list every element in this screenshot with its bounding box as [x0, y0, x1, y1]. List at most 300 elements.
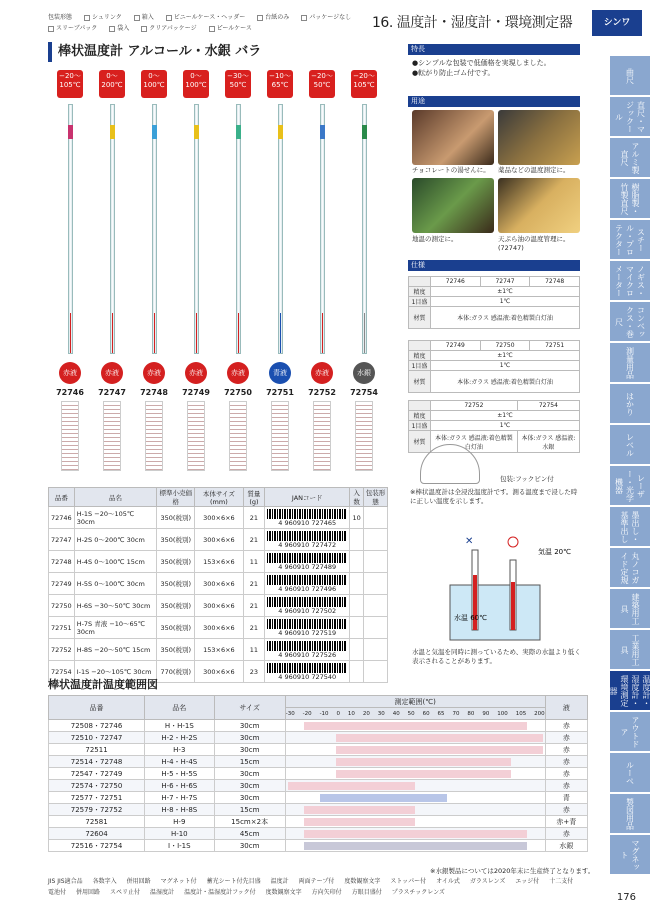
color-cap	[320, 125, 325, 139]
column-header: 包装形態	[364, 488, 388, 507]
table-cell	[265, 529, 350, 551]
usage-caption: 薬品などの温度測定に。	[498, 166, 570, 174]
liquid-column	[196, 313, 197, 353]
spec-model: 72752	[431, 401, 518, 411]
tick-label: 105	[515, 710, 527, 717]
column-header: 品名	[145, 696, 215, 720]
table-cell	[265, 551, 350, 573]
spec-model: 72750	[480, 341, 530, 351]
range-badge: −20〜105℃	[351, 70, 377, 98]
spec-table	[408, 340, 580, 393]
icon-legend-item: JIS JIS適合品	[48, 878, 83, 885]
table-cell: H-8S −20〜50℃ 15cm	[74, 639, 157, 661]
range-badge: −10〜65℃	[267, 70, 293, 98]
sidebar-tab[interactable]: ルーペ	[610, 753, 650, 793]
jan-code: 4 960910 727540	[278, 672, 337, 681]
spec-value: 本体:ガラス 感温液:着色精製白灯油	[431, 307, 580, 329]
product-name: H-6・H-6S	[145, 780, 215, 792]
icon-legend-item: 度数観察文字	[344, 878, 381, 885]
scale-closeup	[103, 401, 121, 471]
legend-item: ビニールケース・ヘッダー	[166, 12, 245, 23]
table-row	[49, 595, 388, 617]
icon-legend-item: 各数字入	[92, 878, 117, 885]
range-bar	[304, 818, 416, 826]
product-name: H-7・H-7S	[145, 792, 215, 804]
spec-model: 72746	[431, 277, 481, 287]
size: 30cm	[214, 744, 285, 756]
icon-legend-item: 蓄光シート付先目盛	[206, 878, 261, 885]
jan-code: 4 960910 727526	[278, 650, 337, 659]
icon-legend-item: エッジ付	[515, 878, 540, 885]
tick-label: 10	[347, 710, 355, 717]
barcode	[267, 575, 347, 585]
footnote: ※水銀製品については2020年末に生産終了となります。	[430, 867, 595, 875]
table-cell: H-6S −30〜50℃ 30cm	[74, 595, 157, 617]
table-row	[49, 507, 388, 529]
spec-model: 72748	[530, 277, 580, 287]
table-cell: 21	[243, 595, 265, 617]
sidebar-tab[interactable]: 工業用工具	[610, 630, 650, 670]
table-cell: 350(税別)	[157, 617, 195, 639]
scale-closeup	[313, 401, 331, 471]
product-name: H-4・H-4S	[145, 756, 215, 768]
package-icon	[364, 529, 388, 551]
barcode	[267, 597, 347, 607]
table-row	[49, 804, 588, 816]
legend-swatch	[48, 26, 54, 32]
sidebar-tab[interactable]: 建築用工具	[610, 589, 650, 629]
spec-row	[409, 307, 580, 329]
barcode	[267, 531, 347, 541]
icon-legend-item: マグネット付	[160, 878, 197, 885]
spec-label: 精度	[409, 411, 431, 421]
barcode	[267, 663, 347, 673]
tick-label: 60	[422, 710, 430, 717]
legend-item: 箱入	[134, 12, 154, 23]
range-bar	[304, 842, 527, 850]
model-number: 72749	[182, 388, 210, 397]
part-number: 72579・72752	[49, 804, 145, 816]
page-number: 176	[616, 892, 636, 903]
icon-legend-item: スペリ止付	[110, 889, 141, 896]
table-cell: 300×6×6	[195, 529, 243, 551]
package-icon	[364, 661, 388, 683]
table-cell: 72748	[49, 551, 75, 573]
table-cell	[265, 573, 350, 595]
table-cell	[265, 661, 350, 683]
range-cell	[285, 720, 545, 732]
feature-item: ●転がり防止ゴム付です。	[412, 69, 495, 77]
part-number: 72577・72751	[49, 792, 145, 804]
table-row	[49, 732, 588, 744]
range-badge: 0〜200℃	[99, 70, 125, 98]
spec-row	[409, 361, 580, 371]
liquid-type: 赤+青	[545, 816, 587, 828]
legend-item: スリーブパック	[48, 23, 97, 34]
range-badge: −20〜105℃	[57, 70, 83, 98]
sidebar-tab[interactable]: 墨出し・基準出し	[610, 507, 650, 547]
liquid-type: 赤	[545, 780, 587, 792]
tick-label: -10	[319, 710, 329, 717]
jan-code: 4 960910 727472	[278, 540, 337, 549]
diagram-note: 水温と気温を同時に測っているため、実際の水温より低く表示されることがあります。	[412, 648, 581, 665]
icon-legend-item: 温湿度計	[150, 889, 175, 896]
liquid-badge: 水銀	[353, 362, 375, 384]
scale-closeup	[271, 401, 289, 471]
table-cell	[265, 595, 350, 617]
table-row	[49, 617, 388, 639]
legend-swatch	[257, 15, 263, 21]
usage-caption: 地温の測定に。	[412, 235, 458, 243]
model-number: 72746	[56, 388, 84, 397]
jan-code: 4 960910 727489	[278, 562, 337, 571]
tick-label: 100	[497, 710, 508, 717]
liquid-type: 青	[545, 792, 587, 804]
sidebar-tab[interactable]: アウトドア	[610, 712, 650, 752]
table-row	[49, 828, 588, 840]
range-cell	[285, 756, 545, 768]
column-header: サイズ	[214, 696, 285, 720]
range-chart-title: 棒状温度計温度範囲図	[48, 678, 158, 691]
part-number: 72547・72749	[49, 768, 145, 780]
usage-heading: 用途	[408, 96, 580, 107]
tick-label: 80	[467, 710, 475, 717]
column-header: 品番	[49, 488, 75, 507]
package-icon	[364, 595, 388, 617]
legend-item: ピールケース	[209, 23, 252, 34]
size: 30cm	[214, 768, 285, 780]
range-bar	[336, 734, 543, 742]
table-cell: 21	[243, 573, 265, 595]
spec-row	[409, 287, 580, 297]
size: 15cm	[214, 804, 285, 816]
range-badge: −30〜50℃	[225, 70, 251, 98]
table-cell: 72746	[49, 507, 75, 529]
legend-swatch	[134, 15, 140, 21]
product-name: H・H-1S	[145, 720, 215, 732]
spec-value: 本体:ガラス 感温液:着色精製白灯油	[431, 431, 518, 453]
table-cell	[350, 529, 364, 551]
sidebar-tab[interactable]: 温度計・湿度計・環境測定器	[610, 671, 650, 711]
range-cell	[285, 840, 545, 852]
scale-closeup	[61, 401, 79, 471]
range-cell	[285, 780, 545, 792]
model-number: 72751	[266, 388, 294, 397]
spec-label: 材質	[409, 307, 431, 329]
package-note: 包装:フックピン付	[500, 475, 554, 483]
liquid-badge: 赤液	[143, 362, 165, 384]
part-number: 72508・72746	[49, 720, 145, 732]
size: 45cm	[214, 828, 285, 840]
barcode	[267, 509, 347, 519]
column-header: JANコード	[265, 488, 350, 507]
product-name: H-5・H-5S	[145, 768, 215, 780]
model-number: 72750	[224, 388, 252, 397]
icon-legend-item: オイル式	[436, 878, 460, 885]
sidebar-tab[interactable]: アルミ製直尺	[610, 138, 650, 178]
range-cell	[285, 744, 545, 756]
sidebar-tab[interactable]: ノギス・マイクロメーター	[610, 261, 650, 301]
table-row	[49, 573, 388, 595]
range-bar	[336, 758, 511, 766]
thermometer-72749	[180, 70, 212, 490]
liquid-type: 赤	[545, 828, 587, 840]
range-bar	[304, 806, 416, 814]
usage-caption: 天ぷら油の温度管理に。(72747)	[498, 235, 570, 252]
liquid-badge: 赤液	[101, 362, 123, 384]
legend-swatch	[141, 26, 147, 32]
legend-swatch	[209, 26, 215, 32]
range-track	[288, 757, 543, 767]
table-cell: 72749	[49, 573, 75, 595]
scale-closeup	[187, 401, 205, 471]
table-cell: 350(税別)	[157, 529, 195, 551]
icon-legend-item: 温度計	[270, 878, 289, 885]
sidebar-tab[interactable]: 丸ノコガイド定規	[610, 548, 650, 588]
spec-value: 本体:ガラス 感温液:着色精製白灯油	[431, 371, 580, 393]
spec-value: 1℃	[431, 297, 580, 307]
spec-corner	[409, 341, 431, 351]
color-cap	[110, 125, 115, 139]
photo-soil	[412, 178, 494, 233]
table-row	[49, 551, 388, 573]
spec-value: ±1℃	[431, 351, 580, 361]
package-icon	[364, 639, 388, 661]
tick-label: 70	[452, 710, 460, 717]
part-number: 72516・72754	[49, 840, 145, 852]
thermometer-72751	[264, 70, 296, 490]
brand-logo: シンワ	[592, 10, 642, 36]
product-table	[48, 487, 388, 683]
icon-legend	[48, 876, 588, 898]
table-cell: H-1S −20〜105℃ 30cm	[74, 507, 157, 529]
sidebar-tab[interactable]: スチール・プロテクター	[610, 220, 650, 260]
table-cell: 300×6×6	[195, 507, 243, 529]
liquid-badge: 赤液	[311, 362, 333, 384]
glass-tube	[152, 104, 157, 354]
range-bar	[288, 782, 416, 790]
range-track	[288, 745, 543, 755]
jan-code: 4 960910 727496	[278, 584, 337, 593]
barcode	[267, 553, 347, 563]
table-cell: 11	[243, 639, 265, 661]
spec-header-row	[409, 401, 580, 411]
icon-legend-item: 方眼目盛付	[351, 889, 382, 896]
tick-label: 200	[534, 710, 545, 717]
spec-heading: 仕様	[408, 260, 580, 271]
range-table	[48, 695, 588, 852]
liquid-column	[280, 313, 281, 353]
glass-tube	[236, 104, 241, 354]
spec-label: 材質	[409, 431, 431, 453]
table-cell: 350(税別)	[157, 639, 195, 661]
table-cell: 300×6×6	[195, 573, 243, 595]
size: 15cm×2本	[214, 816, 285, 828]
jan-code: 4 960910 727502	[278, 606, 337, 615]
page-title: 棒状温度計 アルコール・水銀 バラ	[48, 42, 396, 62]
table-cell: H-7S 青液 −10〜65℃ 30cm	[74, 617, 157, 639]
table-cell: 21	[243, 617, 265, 639]
thermometer-72752	[306, 70, 338, 490]
product-name: I・I-1S	[145, 840, 215, 852]
sidebar-tab[interactable]: コンベックス・巻尺	[610, 302, 650, 342]
table-cell: 153×6×6	[195, 639, 243, 661]
range-badge: 0〜100℃	[141, 70, 167, 98]
liquid-column	[70, 313, 71, 353]
range-track	[288, 781, 543, 791]
legend-item: シュリンク	[84, 12, 122, 23]
table-cell	[350, 573, 364, 595]
table-cell: H-2S 0〜200℃ 30cm	[74, 529, 157, 551]
range-cell	[285, 828, 545, 840]
table-cell	[350, 639, 364, 661]
water-vessel	[450, 585, 540, 640]
column-header: 質量(g)	[243, 488, 265, 507]
spec-label: 1目盛	[409, 421, 431, 431]
thermometer-72747	[96, 70, 128, 490]
package-icon	[364, 573, 388, 595]
size: 15cm	[214, 756, 285, 768]
package-icon	[364, 551, 388, 573]
range-header-row	[49, 696, 588, 708]
color-cap	[236, 125, 241, 139]
range-cell	[285, 768, 545, 780]
table-cell	[350, 551, 364, 573]
spec-model: 72749	[431, 341, 481, 351]
table-cell: 72747	[49, 529, 75, 551]
spec-label: 精度	[409, 287, 431, 297]
table-cell: H-4S 0〜100℃ 15cm	[74, 551, 157, 573]
packaging-legend	[48, 12, 368, 34]
spec-model: 72751	[530, 341, 580, 351]
table-cell: 72750	[49, 595, 75, 617]
range-cell	[285, 816, 545, 828]
tick-label: 50	[407, 710, 415, 717]
sidebar-tab[interactable]: 曲尺	[610, 56, 650, 96]
product-name: H-10	[145, 828, 215, 840]
icon-legend-item: ストッパー付	[390, 878, 427, 885]
correct-mark	[508, 537, 518, 547]
table-cell	[265, 507, 350, 529]
range-track	[288, 805, 543, 815]
sidebar-tab[interactable]: 樹脂製・竹製直尺	[610, 179, 650, 219]
scale-closeup	[355, 401, 373, 471]
photo-chemical	[498, 110, 580, 165]
spec-label: 1目盛	[409, 297, 431, 307]
sidebar-tab[interactable]: レーザー・光学機器	[610, 466, 650, 506]
legend-swatch	[109, 26, 115, 32]
table-row	[49, 768, 588, 780]
part-number: 72604	[49, 828, 145, 840]
legend-swatch	[301, 15, 307, 21]
table-row	[49, 529, 388, 551]
liquid-badge: 赤液	[59, 362, 81, 384]
liquid-column	[322, 313, 323, 353]
spec-table	[408, 276, 580, 329]
spec-header-row	[409, 341, 580, 351]
glass-tube	[320, 104, 325, 354]
table-cell: 770(税別)	[157, 661, 195, 683]
spec-model: 72754	[517, 401, 579, 411]
product-name: H-3	[145, 744, 215, 756]
table-cell: 350(税別)	[157, 551, 195, 573]
sidebar-tab[interactable]: レベル	[610, 425, 650, 465]
sidebar-tab[interactable]: はかり	[610, 384, 650, 424]
sidebar-tab[interactable]: 測量用品	[610, 343, 650, 383]
table-cell: 72754	[49, 661, 75, 683]
sidebar-tab[interactable]: 直尺・マジックール	[610, 97, 650, 137]
part-number: 72581	[49, 816, 145, 828]
table-cell: 153×6×6	[195, 551, 243, 573]
table-cell: I-1S −20〜105℃ 30cm	[74, 661, 157, 683]
package-icon	[364, 617, 388, 639]
jan-code: 4 960910 727519	[278, 628, 337, 637]
chapter-sidebar	[610, 56, 650, 876]
sidebar-tab[interactable]: 製図用品	[610, 794, 650, 834]
scale-closeup	[229, 401, 247, 471]
part-number: 72574・72750	[49, 780, 145, 792]
thermometer-72750	[222, 70, 254, 490]
spec-label: 材質	[409, 371, 431, 393]
model-number: 72752	[308, 388, 336, 397]
table-cell: 300×6×6	[195, 661, 243, 683]
table-cell: 300×6×6	[195, 595, 243, 617]
column-header: 品番	[49, 696, 145, 720]
spec-header-row	[409, 277, 580, 287]
scale-closeup	[145, 401, 163, 471]
range-bar	[304, 722, 527, 730]
table-cell: H-5S 0〜100℃ 30cm	[74, 573, 157, 595]
range-bar	[320, 794, 448, 802]
product-name: H-8・H-8S	[145, 804, 215, 816]
range-bar	[336, 746, 543, 754]
table-row	[49, 639, 388, 661]
legend-swatch	[84, 15, 90, 21]
glass-tube	[194, 104, 199, 354]
range-badge: 0〜100℃	[183, 70, 209, 98]
table-cell: 72751	[49, 617, 75, 639]
icon-legend-item: プラスチックレンズ	[391, 889, 445, 896]
table-cell: 350(税別)	[157, 595, 195, 617]
column-header: 本体サイズ(mm)	[195, 488, 243, 507]
table-cell: 72752	[49, 639, 75, 661]
icon-legend-item: 温度計・温湿度計フック付	[184, 889, 256, 896]
wrong-mark: ✕	[465, 536, 474, 547]
column-header: 品名	[74, 488, 157, 507]
size: 30cm	[214, 792, 285, 804]
liquid-type: 赤	[545, 720, 587, 732]
table-cell: 350(税別)	[157, 573, 195, 595]
table-cell: 300×6×6	[195, 617, 243, 639]
model-number: 72748	[140, 388, 168, 397]
spec-corner	[409, 277, 431, 287]
spec-corner	[409, 401, 431, 411]
range-cell	[285, 732, 545, 744]
icon-legend-item: ガラスレンズ	[469, 878, 506, 885]
glass-tube	[278, 104, 283, 354]
spec-row	[409, 297, 580, 307]
spec-label: 精度	[409, 351, 431, 361]
legend-item: 台紙のみ	[257, 12, 289, 23]
tick-label: 0	[336, 710, 340, 717]
liquid-column	[112, 313, 113, 353]
column-header: 標準小売価格	[157, 488, 195, 507]
table-cell: 21	[243, 529, 265, 551]
spec-row	[409, 421, 580, 431]
sidebar-tab[interactable]: マグネット	[610, 835, 650, 875]
legend-item: パッケージなし	[301, 12, 351, 23]
icon-legend-item: 併用回路	[76, 889, 101, 896]
